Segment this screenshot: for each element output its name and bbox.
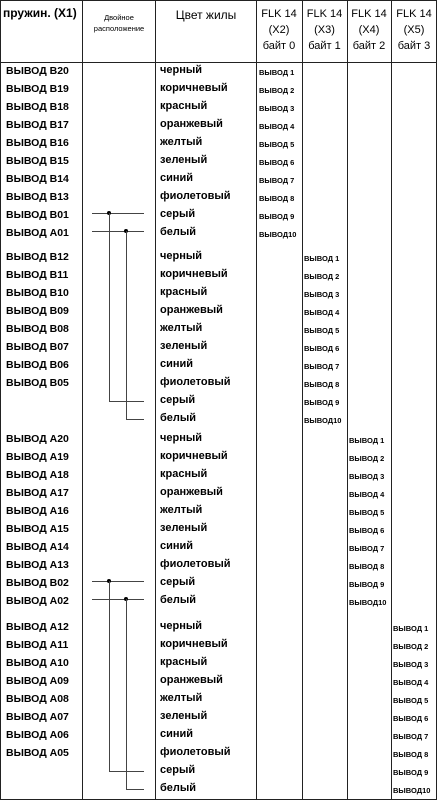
pin-label: ВЫВОД B02 <box>6 577 69 589</box>
column-divider <box>82 0 83 800</box>
pin-label: ВЫВОД A05 <box>6 747 69 759</box>
wire-color: серый <box>160 394 196 406</box>
pin-label: ВЫВОД A13 <box>6 559 69 571</box>
wire-color: желтый <box>160 692 203 704</box>
output-label: ВЫВОД 1 <box>393 624 429 633</box>
pin-label: ВЫВОД A07 <box>6 711 69 723</box>
row-divider <box>0 62 437 63</box>
pin-label: ВЫВОД B16 <box>6 137 69 149</box>
output-label: ВЫВОД10 <box>259 230 297 239</box>
header-flk-x4-conn: (X4) <box>358 24 380 36</box>
header-flk-x5 <box>391 6 437 54</box>
header-dual-line2: расположение <box>93 24 145 33</box>
wire-color: оранжевый <box>160 118 223 130</box>
pin-label: ВЫВОД B17 <box>6 119 69 131</box>
dual-tick-upper <box>92 581 144 582</box>
output-label: ВЫВОД 9 <box>393 768 429 777</box>
pin-label: ВЫВОД A08 <box>6 693 69 705</box>
header-color: Цвет жилы <box>175 8 237 22</box>
wire-color: фиолетовый <box>160 746 231 758</box>
frame-left <box>0 0 1 800</box>
dual-bar-left <box>109 213 110 401</box>
pin-label: ВЫВОД B12 <box>6 251 69 263</box>
column-divider <box>302 0 303 800</box>
wire-color: желтый <box>160 322 203 334</box>
pin-label: ВЫВОД A19 <box>6 451 69 463</box>
wire-color: серый <box>160 208 196 220</box>
output-label: ВЫВОД 8 <box>259 194 295 203</box>
dual-return-upper <box>109 401 144 402</box>
pin-label: ВЫВОД A10 <box>6 657 69 669</box>
wire-color: оранжевый <box>160 304 223 316</box>
wire-color: зеленый <box>160 340 208 352</box>
header-flk-x3-conn: (X3) <box>314 24 335 36</box>
pin-label: ВЫВОД B09 <box>6 305 69 317</box>
wire-color: белый <box>160 782 197 794</box>
pin-label: ВЫВОД A17 <box>6 487 69 499</box>
wire-color: черный <box>160 64 203 76</box>
wire-color: коричневый <box>160 450 228 462</box>
wire-color: красный <box>160 656 208 668</box>
output-label: ВЫВОД 8 <box>393 750 429 759</box>
wire-color: коричневый <box>160 82 228 94</box>
dual-bar-right <box>126 599 127 789</box>
row-divider <box>0 0 437 1</box>
pin-label: ВЫВОД A02 <box>6 595 69 607</box>
output-label: ВЫВОД 4 <box>259 122 295 131</box>
pin-label: ВЫВОД A18 <box>6 469 69 481</box>
output-label: ВЫВОД10 <box>393 786 431 795</box>
wire-color: красный <box>160 468 208 480</box>
pin-label: ВЫВОД B06 <box>6 359 69 371</box>
output-label: ВЫВОД 1 <box>259 68 295 77</box>
output-label: ВЫВОД 2 <box>393 642 429 651</box>
wire-color: черный <box>160 250 203 262</box>
pin-label: ВЫВОД B11 <box>6 269 69 281</box>
wire-color: желтый <box>160 504 203 516</box>
pin-label: ВЫВОД B08 <box>6 323 69 335</box>
output-label: ВЫВОД 2 <box>349 454 385 463</box>
output-label: ВЫВОД 4 <box>304 308 340 317</box>
output-label: ВЫВОД 9 <box>304 398 340 407</box>
header-dual <box>83 12 155 34</box>
pin-label: ВЫВОД A09 <box>6 675 69 687</box>
output-label: ВЫВОД 5 <box>393 696 429 705</box>
header-spring: пружин. (X1) <box>3 6 77 20</box>
column-divider <box>347 0 348 800</box>
header-flk-x5-byte: байт 3 <box>397 40 431 52</box>
header-flk-x3-byte: байт 1 <box>308 40 341 52</box>
pin-label: ВЫВОД A06 <box>6 729 69 741</box>
pin-label: ВЫВОД B01 <box>6 209 69 221</box>
wire-color: белый <box>160 412 197 424</box>
wire-color: белый <box>160 594 197 606</box>
output-label: ВЫВОД 3 <box>304 290 340 299</box>
wire-color: синий <box>160 358 194 370</box>
wire-color: синий <box>160 540 194 552</box>
wire-color: зеленый <box>160 522 208 534</box>
output-label: ВЫВОД 2 <box>259 86 295 95</box>
wire-color: фиолетовый <box>160 558 231 570</box>
wire-color: красный <box>160 286 208 298</box>
output-label: ВЫВОД10 <box>349 598 387 607</box>
output-label: ВЫВОД 6 <box>349 526 385 535</box>
pin-label: ВЫВОД B07 <box>6 341 69 353</box>
wire-color: оранжевый <box>160 674 223 686</box>
output-label: ВЫВОД 9 <box>259 212 295 221</box>
output-label: ВЫВОД 8 <box>349 562 385 571</box>
pin-label: ВЫВОД B20 <box>6 65 69 77</box>
dual-return-lower <box>126 419 144 420</box>
header-flk-x3 <box>302 6 347 54</box>
output-label: ВЫВОД 6 <box>259 158 295 167</box>
wire-color: синий <box>160 172 194 184</box>
wire-color: черный <box>160 432 203 444</box>
output-label: ВЫВОД 5 <box>304 326 340 335</box>
wire-color: зеленый <box>160 710 208 722</box>
pin-label: ВЫВОД A14 <box>6 541 69 553</box>
dual-bar-right <box>126 231 127 419</box>
wire-color: фиолетовый <box>160 190 231 202</box>
pin-label: ВЫВОД A12 <box>6 621 69 633</box>
dual-bar-left <box>109 581 110 771</box>
pin-label: ВЫВОД A11 <box>6 639 69 651</box>
pin-label: ВЫВОД B15 <box>6 155 69 167</box>
header-flk-x4 <box>347 6 391 54</box>
pin-label: ВЫВОД B18 <box>6 101 69 113</box>
wire-color: оранжевый <box>160 486 223 498</box>
dual-return-upper <box>109 771 144 772</box>
header-flk-x2 <box>256 6 302 54</box>
wire-color: зеленый <box>160 154 208 166</box>
output-label: ВЫВОД 6 <box>304 344 340 353</box>
pin-label: ВЫВОД B13 <box>6 191 69 203</box>
dual-tick-upper <box>92 213 144 214</box>
pin-label: ВЫВОД B10 <box>6 287 69 299</box>
output-label: ВЫВОД 5 <box>259 140 295 149</box>
output-label: ВЫВОД 1 <box>349 436 385 445</box>
wire-color: серый <box>160 764 196 776</box>
wire-color: коричневый <box>160 638 228 650</box>
header-flk-x5-conn: (X5) <box>403 24 425 36</box>
header-flk-x4-byte: байт 2 <box>352 40 386 52</box>
output-label: ВЫВОД 7 <box>259 176 295 185</box>
header-flk-x2-name: FLK 14 <box>261 8 297 20</box>
column-divider <box>155 0 156 800</box>
header-flk-x3-name: FLK 14 <box>306 8 343 20</box>
dual-tick-lower <box>92 231 144 232</box>
output-label: ВЫВОД 9 <box>349 580 385 589</box>
output-label: ВЫВОД 8 <box>304 380 340 389</box>
pin-label: ВЫВОД A01 <box>6 227 69 239</box>
wire-color: синий <box>160 728 194 740</box>
pin-label: ВЫВОД B14 <box>6 173 69 185</box>
header-flk-x4-name: FLK 14 <box>351 8 387 20</box>
wire-color: черный <box>160 620 203 632</box>
output-label: ВЫВОД 5 <box>349 508 385 517</box>
output-label: ВЫВОД 7 <box>349 544 385 553</box>
pin-label: ВЫВОД A20 <box>6 433 69 445</box>
output-label: ВЫВОД 2 <box>304 272 340 281</box>
wire-color: белый <box>160 226 197 238</box>
output-label: ВЫВОД 6 <box>393 714 429 723</box>
column-divider <box>256 0 257 800</box>
output-label: ВЫВОД 3 <box>349 472 385 481</box>
header-flk-x2-byte: байт 0 <box>262 40 296 52</box>
wire-color: коричневый <box>160 268 228 280</box>
header-flk-x5-name: FLK 14 <box>396 8 432 20</box>
output-label: ВЫВОД 7 <box>304 362 340 371</box>
pin-label: ВЫВОД A15 <box>6 523 69 535</box>
wire-color: желтый <box>160 136 203 148</box>
output-label: ВЫВОД 7 <box>393 732 429 741</box>
header-flk-x2-conn: (X2) <box>268 24 290 36</box>
column-divider <box>391 0 392 800</box>
wire-color: серый <box>160 576 196 588</box>
wire-color: красный <box>160 100 208 112</box>
output-label: ВЫВОД 3 <box>259 104 295 113</box>
output-label: ВЫВОД 4 <box>393 678 429 687</box>
pin-label: ВЫВОД A16 <box>6 505 69 517</box>
wire-color: фиолетовый <box>160 376 231 388</box>
dual-tick-lower <box>92 599 144 600</box>
dual-return-lower <box>126 789 144 790</box>
output-label: ВЫВОД 3 <box>393 660 429 669</box>
output-label: ВЫВОД10 <box>304 416 342 425</box>
output-label: ВЫВОД 4 <box>349 490 385 499</box>
pin-label: ВЫВОД B19 <box>6 83 69 95</box>
pin-label: ВЫВОД B05 <box>6 377 69 389</box>
output-label: ВЫВОД 1 <box>304 254 340 263</box>
header-dual-line1: Двойное <box>104 13 134 22</box>
